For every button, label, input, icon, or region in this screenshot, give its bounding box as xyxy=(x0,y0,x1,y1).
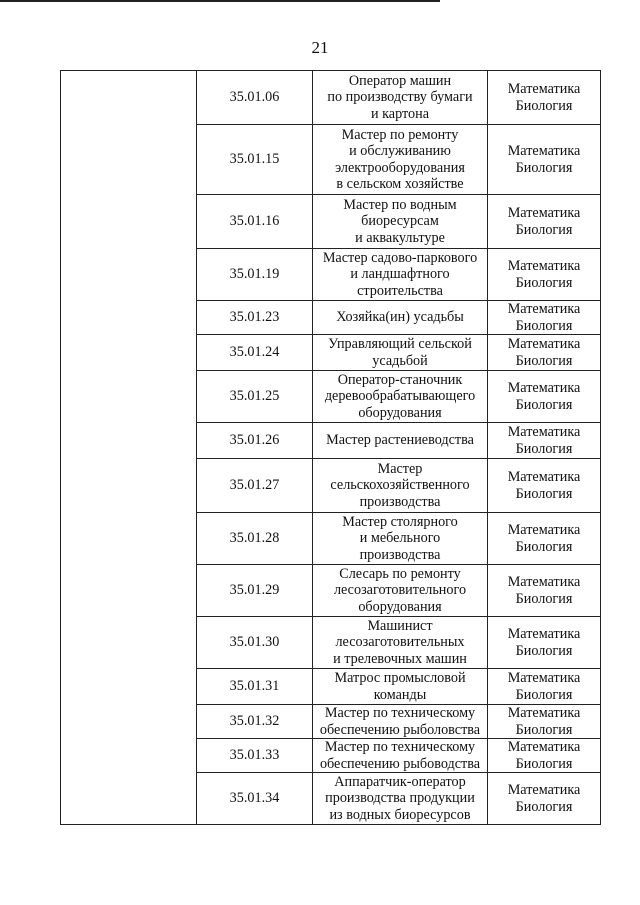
subject-line: Биология xyxy=(515,97,573,114)
profession-line: в сельском хозяйстве xyxy=(336,175,464,192)
table-body xyxy=(61,71,601,825)
profession-line: Мастер по водным xyxy=(343,196,457,213)
subject-line: Биология xyxy=(515,686,573,703)
subjects-cell xyxy=(488,371,601,423)
profession-line: из водных биоресурсов xyxy=(329,806,471,823)
code-cell: 35.01.19 xyxy=(197,249,313,301)
empty-group-cell xyxy=(61,71,197,825)
table-row xyxy=(61,71,601,125)
subjects-cell xyxy=(488,195,601,249)
profession-cell xyxy=(313,71,488,125)
subject-line: Математика xyxy=(507,670,581,687)
profession-line: Оператор машин xyxy=(348,72,452,89)
subject-line: Биология xyxy=(515,440,573,457)
profession-line: производства xyxy=(359,493,441,510)
subject-line: Математика xyxy=(507,574,581,591)
top-rule xyxy=(0,0,440,2)
subject-line: Биология xyxy=(515,590,573,607)
profession-line: обеспечению рыбоводства xyxy=(319,755,481,772)
profession-cell xyxy=(313,335,488,371)
subject-line: Математика xyxy=(507,424,581,441)
code-cell: 35.01.27 xyxy=(197,459,313,513)
subjects-cell xyxy=(488,617,601,669)
profession-line: Хозяйка(ин) усадьбы xyxy=(336,309,464,326)
profession-cell xyxy=(313,459,488,513)
profession-line: строительства xyxy=(357,282,443,299)
subjects-cell xyxy=(488,459,601,513)
subjects-cell xyxy=(488,773,601,825)
code-cell: 35.01.24 xyxy=(197,335,313,371)
subject-line: Математика xyxy=(507,301,581,318)
subject-line: Биология xyxy=(515,755,573,772)
subject-line: Биология xyxy=(515,352,573,369)
profession-line: электрооборудования xyxy=(335,159,465,176)
code-cell: 35.01.28 xyxy=(197,513,313,565)
profession-line: Мастер растениеводства xyxy=(326,432,474,449)
profession-line: Оператор-станочник xyxy=(337,371,463,388)
subject-line: Биология xyxy=(515,798,573,815)
profession-line: сельскохозяйственного xyxy=(330,477,470,494)
profession-line: по производству бумаги xyxy=(327,89,473,106)
code-cell: 35.01.23 xyxy=(197,301,313,335)
code-cell: 35.01.31 xyxy=(197,669,313,705)
profession-line: и мебельного xyxy=(359,530,441,547)
subject-line: Математика xyxy=(507,705,581,722)
subject-line: Математика xyxy=(507,469,581,486)
profession-line: Мастер по техническому xyxy=(324,705,476,722)
code-cell: 35.01.16 xyxy=(197,195,313,249)
subject-line: Биология xyxy=(515,274,573,291)
subject-line: Математика xyxy=(507,81,581,98)
profession-line: оборудования xyxy=(358,598,442,615)
subjects-cell xyxy=(488,565,601,617)
profession-cell xyxy=(313,301,488,335)
profession-cell xyxy=(313,125,488,195)
subject-line: Биология xyxy=(515,538,573,555)
profession-cell xyxy=(313,669,488,705)
subject-line: Математика xyxy=(507,143,581,160)
profession-line: Мастер xyxy=(377,460,423,477)
subjects-cell xyxy=(488,301,601,335)
profession-cell xyxy=(313,195,488,249)
subjects-cell xyxy=(488,125,601,195)
profession-line: Слесарь по ремонту xyxy=(339,565,461,582)
profession-line: и трелевочных машин xyxy=(333,650,467,667)
subject-line: Математика xyxy=(507,380,581,397)
profession-cell xyxy=(313,423,488,459)
subject-line: Математика xyxy=(507,782,581,799)
profession-cell xyxy=(313,565,488,617)
profession-line: производства продукции xyxy=(325,790,475,807)
profession-line: Мастер по техническому xyxy=(324,739,476,756)
code-cell: 35.01.15 xyxy=(197,125,313,195)
code-cell: 35.01.25 xyxy=(197,371,313,423)
profession-line: обеспечению рыболовства xyxy=(319,721,481,738)
profession-cell xyxy=(313,773,488,825)
profession-line: и картона xyxy=(370,105,430,122)
subject-line: Биология xyxy=(515,396,573,413)
specialties-table xyxy=(60,70,601,825)
profession-line: деревообрабатывающего xyxy=(324,388,476,405)
subject-line: Биология xyxy=(515,317,573,334)
subject-line: Математика xyxy=(507,258,581,275)
subject-line: Математика xyxy=(507,522,581,539)
subject-line: Биология xyxy=(515,642,573,659)
code-cell: 35.01.33 xyxy=(197,739,313,773)
profession-line: Машинист xyxy=(367,617,433,634)
subject-line: Математика xyxy=(507,205,581,222)
subjects-cell xyxy=(488,705,601,739)
profession-line: Мастер по ремонту xyxy=(341,126,459,143)
subjects-cell xyxy=(488,423,601,459)
profession-line: и ландшафтного xyxy=(350,266,450,283)
subjects-cell xyxy=(488,669,601,705)
profession-line: Управляющий сельской xyxy=(328,336,472,353)
page-number: 21 xyxy=(311,38,329,57)
profession-line: лесозаготовительных xyxy=(335,634,465,651)
code-cell: 35.01.06 xyxy=(197,71,313,125)
profession-cell xyxy=(313,371,488,423)
subject-line: Математика xyxy=(507,336,581,353)
subjects-cell xyxy=(488,71,601,125)
profession-line: Мастер столярного xyxy=(342,513,458,530)
code-cell: 35.01.30 xyxy=(197,617,313,669)
subject-line: Математика xyxy=(507,626,581,643)
profession-line: усадьбой xyxy=(372,352,428,369)
profession-line: оборудования xyxy=(358,404,442,421)
code-cell: 35.01.26 xyxy=(197,423,313,459)
profession-cell xyxy=(313,739,488,773)
profession-line: и обслуживанию xyxy=(349,143,451,160)
code-cell: 35.01.34 xyxy=(197,773,313,825)
profession-cell xyxy=(313,249,488,301)
subject-line: Математика xyxy=(507,739,581,756)
profession-line: Мастер садово-паркового xyxy=(322,249,478,266)
profession-cell xyxy=(313,617,488,669)
profession-line: команды xyxy=(373,686,427,703)
profession-cell xyxy=(313,705,488,739)
code-cell: 35.01.32 xyxy=(197,705,313,739)
subjects-cell xyxy=(488,513,601,565)
profession-cell xyxy=(313,513,488,565)
profession-line: Аппаратчик-оператор xyxy=(334,773,466,790)
subject-line: Биология xyxy=(515,485,573,502)
code-cell: 35.01.29 xyxy=(197,565,313,617)
subject-line: Биология xyxy=(515,721,573,738)
subjects-cell xyxy=(488,335,601,371)
profession-line: Матрос промысловой xyxy=(334,670,466,687)
subjects-cell xyxy=(488,739,601,773)
profession-line: лесозаготовительного xyxy=(333,582,467,599)
profession-line: и аквакультуре xyxy=(355,229,445,246)
subject-line: Биология xyxy=(515,221,573,238)
subject-line: Биология xyxy=(515,159,573,176)
profession-line: биоресурсам xyxy=(361,213,439,230)
subjects-cell xyxy=(488,249,601,301)
profession-line: производства xyxy=(359,546,441,563)
